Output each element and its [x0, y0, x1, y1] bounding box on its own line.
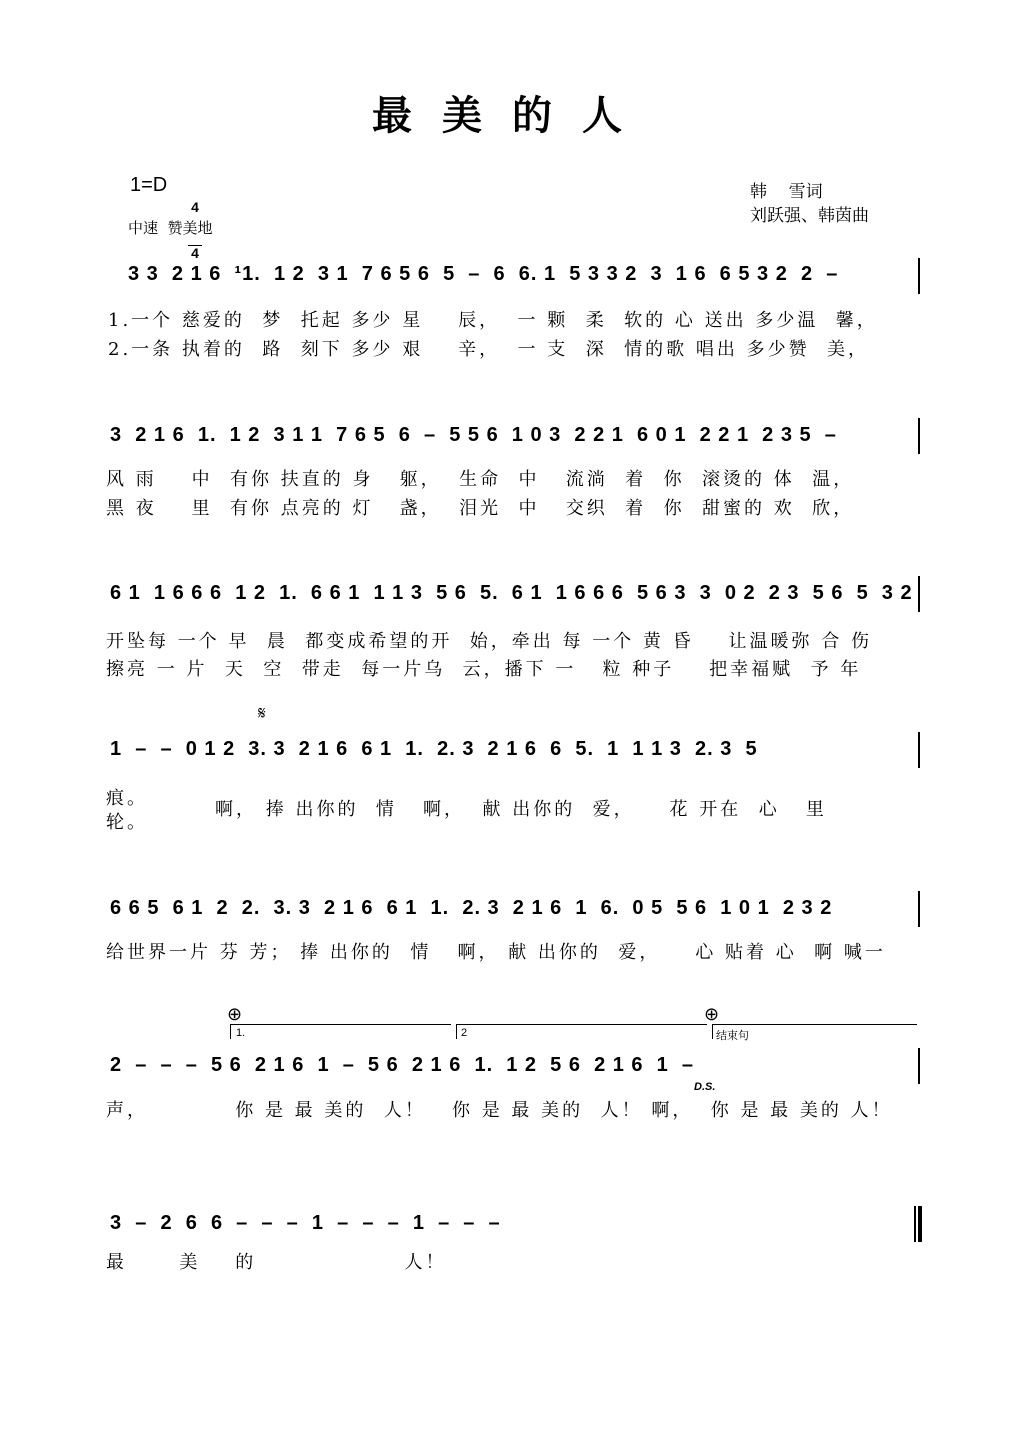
- lyrics-system-4-verse-1-end: 痕。: [106, 788, 148, 809]
- coda-sign-1: ⊕: [227, 1004, 243, 1025]
- lyrics-system-2-verse-2: 黑 夜 里 有你 点亮的 灯 盏， 泪光 中 交织 着 你 甜蜜的 欢 欣，: [106, 498, 855, 519]
- barline: [918, 258, 920, 294]
- coda-sign-2: ⊕: [704, 1004, 720, 1025]
- lyrics-system-7: 最 美 的 人！: [106, 1252, 447, 1273]
- barline: [918, 418, 920, 454]
- time-signature-bottom: 4: [188, 245, 202, 261]
- notes-system-3: 6 1 1 6 6 6 1 2 1. 6 6 1 1 1 3 5 6 5. 6 1 1 6 6 6 5 6 3 3 0 2 2 3 5 6 5 3 2: [110, 582, 913, 604]
- volta-1-label: 1.: [236, 1027, 246, 1039]
- notes-system-2: 3 2 1 6 1. 1 2 3 1 1 7 6 5 6 – 5 5 6 1 0 3 2 2 1 6 0 1 2 2 1 2 3 5 –: [110, 424, 837, 446]
- coda-label: 结束句: [716, 1030, 749, 1042]
- lyrics-system-3-verse-2: 擦亮 一 片 天 空 带走 每一片乌 云，播下 一 粒 种子 把幸福赋 予 年: [106, 659, 862, 680]
- notes-system-1: 3 3 2 1 6 ¹1. 1 2 3 1 7 6 5 6 5 – 6 6. 1 5 3 3 2 3 1 6 6 5 3 2 2 –: [128, 263, 839, 285]
- volta-2-label: 2: [461, 1027, 468, 1039]
- lyrics-system-2-verse-1: 风 雨 中 有你 扶直的 身 躯， 生命 中 流淌 着 你 滚烫的 体 温，: [106, 469, 855, 490]
- time-signature-top: 4: [191, 199, 199, 215]
- notes-system-4: 1 – – 0 1 2 3. 3 2 1 6 6 1 1. 2. 3 2 1 6 6 5. 1 1 1 3 2. 3 5: [110, 738, 758, 760]
- key-signature: 1=D: [130, 174, 168, 196]
- lyrics-system-1-verse-2: 2.一条 执着的 路 刻下 多少 艰 辛， 一 支 深 情的歌 唱出 多少赞 美，: [108, 339, 870, 360]
- lyrics-system-3-verse-1: 开坠每 一个 早 晨 都变成希望的开 始，牵出 每 一个 黄 昏 让温暖弥 合 伤: [106, 631, 872, 652]
- notes-system-5: 6 6 5 6 1 2 2. 3. 3 2 1 6 6 1 1. 2. 3 2 1 6 1 6. 0 5 5 6 1 0 1 2 3 2: [110, 897, 833, 919]
- final-barline-thick: [918, 1206, 922, 1242]
- lyrics-system-6: 声， 你 是 最 美的 人！ 你 是 最 美的 人！ 啊， 你 是 最 美的 人！: [106, 1100, 893, 1121]
- volta-2-bracket: [456, 1024, 707, 1039]
- lyricist-credit: 韩 雪词: [750, 182, 823, 202]
- tempo-marking: 中速 赞美地: [128, 219, 213, 237]
- final-barline-thin: [914, 1206, 916, 1242]
- barline: [918, 1048, 920, 1084]
- barline: [918, 891, 920, 927]
- song-title: 最美的人: [372, 92, 652, 139]
- composer-credit: 刘跃强、韩茵曲: [750, 206, 869, 226]
- lyrics-system-1-verse-1: 1.一个 慈爱的 梦 托起 多少 星 辰， 一 颗 柔 软的 心 送出 多少温 馨，: [108, 310, 878, 331]
- dal-segno-mark: D.S.: [694, 1081, 716, 1093]
- barline: [918, 576, 920, 612]
- volta-1-bracket: [230, 1024, 451, 1039]
- notes-system-7: 3 – 2 6 6 – – – 1 – – – 1 – – –: [110, 1212, 501, 1234]
- lyrics-system-4-chorus: 啊， 捧 出你的 情 啊， 献 出你的 爱， 花 开在 心 里: [215, 799, 827, 820]
- lyrics-system-5: 给世界一片 芬 芳； 捧 出你的 情 啊， 献 出你的 爱， 心 贴着 心 啊 喊一: [106, 942, 886, 963]
- notes-system-6: 2 – – – 5 6 2 1 6 1 – 5 6 2 1 6 1. 1 2 5 6 2 1 6 1 –: [110, 1054, 695, 1076]
- barline: [918, 732, 920, 768]
- lyrics-system-4-verse-2-end: 轮。: [106, 812, 148, 833]
- segno-sign: 𝄋: [258, 703, 266, 724]
